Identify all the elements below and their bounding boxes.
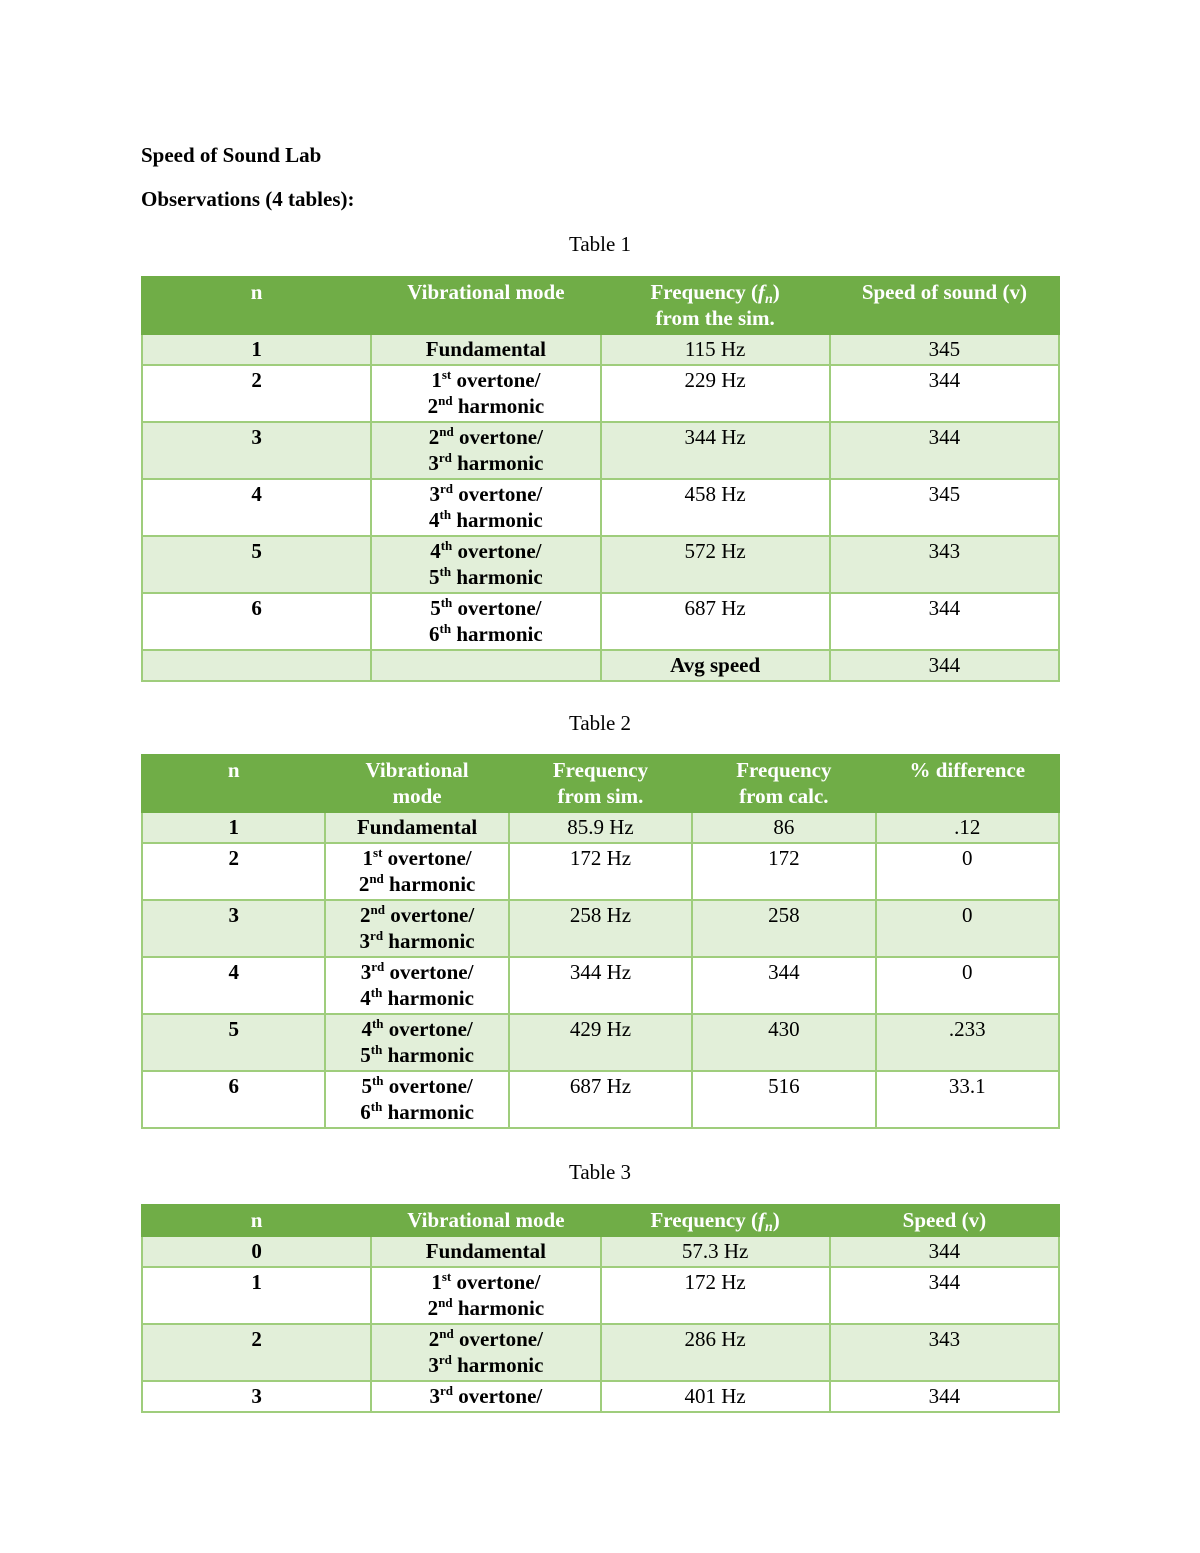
table-row [142, 1014, 1059, 1071]
table-row [142, 1236, 1059, 1267]
cell-frequency: 344 Hz [601, 422, 830, 479]
cell-speed: 344 [830, 1267, 1059, 1324]
cell-mode: 5th overtone/ 6th harmonic [371, 593, 600, 650]
cell-n: 3 [142, 422, 371, 479]
cell-n: 4 [142, 479, 371, 536]
table2-header-difference: % difference [876, 755, 1059, 812]
cell-speed: 344 [830, 1236, 1059, 1267]
table-row [142, 1324, 1059, 1381]
cell-mode: 2nd overtone/ 3rd harmonic [325, 900, 508, 957]
cell-n: 2 [142, 365, 371, 422]
table1-caption: Table 1 [568, 232, 632, 256]
cell-mode: 3rd overtone/ 4th harmonic [371, 479, 600, 536]
document-title: Speed of Sound Lab [141, 143, 322, 167]
table1-header-row [142, 277, 1059, 334]
table1-header-mode: Vibrational mode [371, 277, 600, 334]
cell-n: 2 [142, 1324, 371, 1381]
cell-frequency: 401 Hz [601, 1381, 830, 1412]
table-row [142, 843, 1059, 900]
table-row [142, 536, 1059, 593]
table-row [142, 334, 1059, 365]
cell-n: 6 [142, 1071, 325, 1128]
cell-frequency: 57.3 Hz [601, 1236, 830, 1267]
table-row [142, 1071, 1059, 1128]
table3-header-mode: Vibrational mode [371, 1205, 600, 1236]
cell-speed: 343 [830, 1324, 1059, 1381]
cell-n: 1 [142, 812, 325, 843]
table-row [142, 422, 1059, 479]
cell-mode: 2nd overtone/ 3rd harmonic [371, 422, 600, 479]
cell-speed: 344 [830, 422, 1059, 479]
table2-header-n: n [142, 755, 325, 812]
cell-frequency: 572 Hz [601, 536, 830, 593]
cell-mode: 1st overtone/ 2nd harmonic [371, 1267, 600, 1324]
cell-frequency: 458 Hz [601, 479, 830, 536]
cell-freq-sim: 687 Hz [509, 1071, 692, 1128]
cell-freq-sim: 429 Hz [509, 1014, 692, 1071]
observations-heading: Observations (4 tables): [141, 187, 355, 211]
table-row [142, 957, 1059, 1014]
cell-difference: .233 [876, 1014, 1059, 1071]
cell-speed: 344 [830, 1381, 1059, 1412]
cell-frequency: 115 Hz [601, 334, 830, 365]
table1-header-speed: Speed of sound (v) [830, 277, 1059, 334]
table-row [142, 479, 1059, 536]
table-row [142, 1267, 1059, 1324]
table-row [142, 365, 1059, 422]
table3-header-frequency: Frequency $(f_n)$ [601, 1205, 830, 1236]
cell-speed: 344 [830, 365, 1059, 422]
cell-mode: 1st overtone/ 2nd harmonic [371, 365, 600, 422]
cell-freq-sim: 258 Hz [509, 900, 692, 957]
cell-n: 1 [142, 1267, 371, 1324]
cell-speed: 345 [830, 479, 1059, 536]
cell-speed: 343 [830, 536, 1059, 593]
cell-freq-calc: 172 [692, 843, 875, 900]
table3-header-n: n [142, 1205, 371, 1236]
cell-mode: 4th overtone/ 5th harmonic [325, 1014, 508, 1071]
table-row [142, 593, 1059, 650]
table1-footer-row [142, 650, 1059, 681]
cell-frequency: 172 Hz [601, 1267, 830, 1324]
table-row [142, 900, 1059, 957]
cell-speed: 344 [830, 593, 1059, 650]
cell-n: 1 [142, 334, 371, 365]
cell-mode: 5th overtone/ 6th harmonic [325, 1071, 508, 1128]
table3 [141, 1204, 1060, 1413]
avg-speed-label: Avg speed [601, 650, 830, 681]
cell-difference: 0 [876, 900, 1059, 957]
table2-caption: Table 2 [568, 711, 632, 735]
cell-n: 4 [142, 957, 325, 1014]
cell-mode: 3rd overtone/ 4th harmonic [325, 957, 508, 1014]
cell-freq-calc: 86 [692, 812, 875, 843]
cell-difference: 0 [876, 843, 1059, 900]
table1 [141, 276, 1060, 682]
cell-n: 5 [142, 1014, 325, 1071]
cell-frequency: 687 Hz [601, 593, 830, 650]
cell-difference: 33.1 [876, 1071, 1059, 1128]
table3-caption: Table 3 [568, 1160, 632, 1184]
cell-freq-sim: 85.9 Hz [509, 812, 692, 843]
cell-n: 3 [142, 1381, 371, 1412]
cell-mode: 3rd overtone/ [371, 1381, 600, 1412]
cell-freq-calc: 258 [692, 900, 875, 957]
cell-n: 5 [142, 536, 371, 593]
table3-header-speed: Speed (v) [830, 1205, 1059, 1236]
cell-frequency: 286 Hz [601, 1324, 830, 1381]
cell-freq-calc: 430 [692, 1014, 875, 1071]
cell-mode: 2nd overtone/ 3rd harmonic [371, 1324, 600, 1381]
cell-mode: Fundamental [371, 1236, 600, 1267]
cell-empty [142, 650, 371, 681]
avg-speed-value: 344 [830, 650, 1059, 681]
cell-difference: 0 [876, 957, 1059, 1014]
cell-mode: 1st overtone/ 2nd harmonic [325, 843, 508, 900]
cell-mode: 4th overtone/ 5th harmonic [371, 536, 600, 593]
cell-freq-calc: 516 [692, 1071, 875, 1128]
cell-n: 3 [142, 900, 325, 957]
table1-header-frequency: Frequency $(f_n)$ from the sim. [601, 277, 830, 334]
cell-speed: 345 [830, 334, 1059, 365]
table2-header-mode: Vibrational mode [325, 755, 508, 812]
table2-header-freq-calc: Frequency from calc. [692, 755, 875, 812]
table-row [142, 812, 1059, 843]
cell-empty [371, 650, 600, 681]
table3-header-row [142, 1205, 1059, 1236]
cell-n: 0 [142, 1236, 371, 1267]
table2 [141, 754, 1060, 1129]
cell-frequency: 229 Hz [601, 365, 830, 422]
cell-difference: .12 [876, 812, 1059, 843]
cell-freq-calc: 344 [692, 957, 875, 1014]
cell-n: 2 [142, 843, 325, 900]
cell-n: 6 [142, 593, 371, 650]
cell-freq-sim: 172 Hz [509, 843, 692, 900]
table1-header-n: n [142, 277, 371, 334]
cell-freq-sim: 344 Hz [509, 957, 692, 1014]
cell-mode: Fundamental [325, 812, 508, 843]
table2-header-row [142, 755, 1059, 812]
cell-mode: Fundamental [371, 334, 600, 365]
table-row [142, 1381, 1059, 1412]
table2-header-freq-sim: Frequency from sim. [509, 755, 692, 812]
